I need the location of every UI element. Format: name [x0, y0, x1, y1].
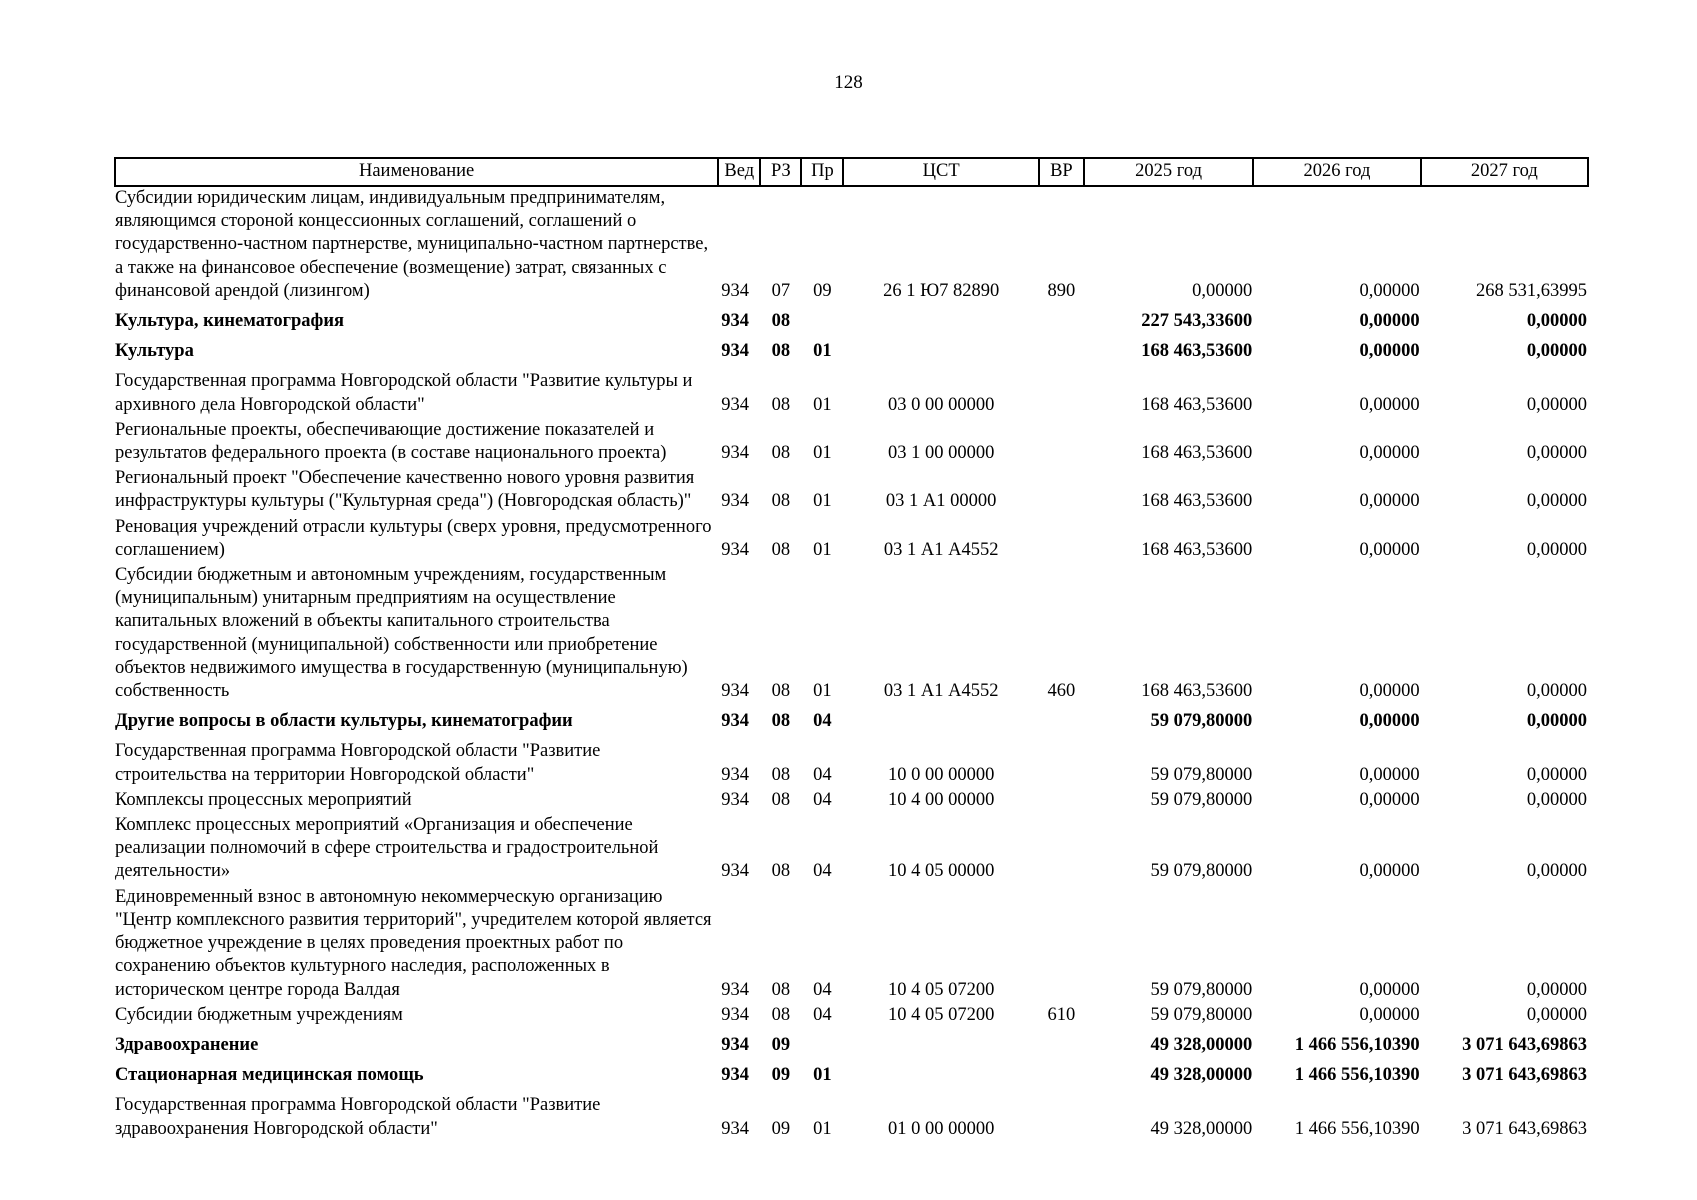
- header-ved: Вед: [718, 158, 760, 186]
- row-vr: [1039, 516, 1084, 564]
- row-value-2026: 0,00000: [1359, 443, 1420, 464]
- row-vr: [1039, 365, 1084, 418]
- row-name: Комплекс процессных мероприятий «Организация и обеспечение реализации полномочий в сфере строительства и градостроительной деятельности»: [115, 815, 659, 882]
- row-value-2025: 49 328,00000: [1150, 1118, 1253, 1139]
- row-name: Другие вопросы в области культуры, кинематографии: [115, 711, 573, 732]
- row-value-2027: 0,00000: [1526, 311, 1587, 332]
- header-row: [115, 158, 1588, 186]
- table-row: [115, 1089, 1588, 1142]
- row-cst: 10 4 05 07200: [887, 979, 995, 1000]
- row-vr: [1039, 789, 1084, 814]
- row-ved: 934: [721, 341, 749, 362]
- row-name: Субсидии юридическим лицам, индивидуальным предпринимателям, являющимся стороной концессионных соглашений, соглашений о государственно-частном партнерстве, муниципально-частном партнерстве, а также на финансовое обеспечение (возмещение) затрат, связанных с финансовой арендой (лизингом): [115, 188, 709, 301]
- row-name: Государственная программа Новгородской области "Развитие культуры и архивного дела Новгородской области": [115, 371, 693, 415]
- row-value-2026: 0,00000: [1359, 1004, 1420, 1025]
- row-ved: 934: [721, 443, 749, 464]
- row-pr: 04: [813, 764, 832, 785]
- row-rz: 08: [771, 789, 791, 810]
- row-rz: 08: [771, 443, 791, 464]
- row-pr: 09: [813, 280, 832, 301]
- row-pr: [801, 1029, 843, 1059]
- row-cst: 03 1 А1 А4552: [883, 681, 999, 702]
- row-value-2025: 0,00000: [1192, 280, 1253, 301]
- row-cst: 03 1 А1 А4552: [883, 539, 999, 560]
- table-row: [115, 1004, 1588, 1029]
- row-cst: [843, 1059, 1038, 1089]
- row-cst: 26 1 Ю7 82890: [883, 280, 1000, 301]
- row-value-2026: 0,00000: [1359, 394, 1420, 415]
- row-pr: 01: [813, 1118, 832, 1139]
- row-value-2026: 0,00000: [1359, 491, 1420, 512]
- row-vr: [1039, 1029, 1084, 1059]
- row-ved: 934: [721, 311, 749, 332]
- row-value-2027: 0,00000: [1526, 979, 1587, 1000]
- row-rz: 08: [771, 979, 791, 1000]
- row-vr: [1039, 735, 1084, 788]
- row-vr: [1039, 814, 1084, 886]
- row-value-2026: 0,00000: [1359, 789, 1420, 810]
- header-cst: ЦСТ: [843, 158, 1038, 186]
- row-vr: [1039, 467, 1084, 515]
- row-value-2027: 0,00000: [1526, 711, 1587, 732]
- row-ved: 934: [721, 1034, 749, 1055]
- header-pr: Пр: [801, 158, 843, 186]
- row-vr: [1039, 886, 1084, 1004]
- row-name: Государственная программа Новгородской области "Развитие строительства на территории Новгородской области": [115, 741, 601, 785]
- row-rz: 08: [771, 311, 791, 332]
- row-rz: 09: [771, 1118, 791, 1139]
- row-value-2027: 3 071 643,69863: [1462, 1065, 1587, 1086]
- row-value-2027: 3 071 643,69863: [1462, 1034, 1587, 1055]
- row-value-2025: 59 079,80000: [1150, 764, 1253, 785]
- row-ved: 934: [721, 539, 749, 560]
- row-vr: 610: [1047, 1004, 1076, 1025]
- row-rz: 08: [771, 341, 791, 362]
- row-value-2027: 3 071 643,69863: [1462, 1118, 1587, 1139]
- row-value-2026: 0,00000: [1359, 311, 1420, 332]
- header-rz: РЗ: [760, 158, 801, 186]
- row-value-2027: 0,00000: [1526, 341, 1587, 362]
- row-cst: 03 1 00 00000: [887, 443, 995, 464]
- row-rz: 08: [771, 711, 791, 732]
- row-vr: [1039, 419, 1084, 467]
- row-name: Региональные проекты, обеспечивающие достижение показателей и результатов федерального проекта (в составе национального проекта): [115, 419, 667, 464]
- row-value-2025: 49 328,00000: [1150, 1065, 1253, 1086]
- header-2026: 2026 год: [1253, 158, 1420, 186]
- row-rz: 09: [771, 1065, 791, 1086]
- row-value-2025: 168 463,53600: [1141, 539, 1253, 560]
- row-pr: 04: [813, 1004, 832, 1025]
- row-value-2025: 59 079,80000: [1150, 711, 1253, 732]
- row-name: Субсидии бюджетным и автономным учреждениям, государственным (муниципальным) унитарным предприятиям на осуществление капитальных вложений в объекты капитального строительства государственной (муниципальной) собственности или приобретение объектов недвижимого имущества в государственную (муниципальную) собственность: [115, 565, 688, 702]
- row-value-2027: 0,00000: [1526, 1004, 1587, 1025]
- row-value-2026: 0,00000: [1359, 764, 1420, 785]
- table-row: [115, 1029, 1588, 1059]
- row-value-2027: 0,00000: [1526, 681, 1587, 702]
- row-name: Культура, кинематография: [115, 311, 345, 332]
- row-value-2027: 0,00000: [1526, 491, 1587, 512]
- row-value-2026: 0,00000: [1359, 280, 1420, 301]
- row-value-2025: 168 463,53600: [1141, 394, 1253, 415]
- row-value-2027: 0,00000: [1526, 539, 1587, 560]
- table-row: [115, 516, 1588, 564]
- row-ved: 934: [721, 681, 749, 702]
- row-ved: 934: [721, 1065, 749, 1086]
- row-value-2025: 49 328,00000: [1150, 1034, 1253, 1055]
- table-row: [115, 186, 1588, 305]
- row-pr: 04: [813, 861, 832, 882]
- row-ved: 934: [721, 979, 749, 1000]
- row-ved: 934: [721, 711, 749, 732]
- row-ved: 934: [721, 394, 749, 415]
- row-rz: 08: [771, 764, 791, 785]
- row-value-2026: 1 466 556,10390: [1294, 1065, 1420, 1086]
- page-number: 128: [834, 72, 863, 93]
- row-cst: [843, 705, 1038, 735]
- row-value-2025: 59 079,80000: [1150, 979, 1253, 1000]
- table-row: [115, 419, 1588, 467]
- row-cst: 01 0 00 00000: [887, 1118, 995, 1139]
- row-pr: 01: [813, 539, 832, 560]
- row-cst: 10 4 00 00000: [887, 789, 995, 810]
- table-row: [115, 335, 1588, 365]
- row-pr: 04: [813, 789, 832, 810]
- row-vr: [1039, 335, 1084, 365]
- row-pr: 01: [813, 1065, 832, 1086]
- row-ved: 934: [721, 280, 749, 301]
- row-value-2025: 168 463,53600: [1141, 681, 1253, 702]
- row-cst: 03 1 А1 00000: [885, 491, 997, 512]
- row-name: Реновация учреждений отрасли культуры (сверх уровня, предусмотренного соглашением): [115, 516, 712, 560]
- row-rz: 08: [771, 681, 791, 702]
- header-2025: 2025 год: [1084, 158, 1253, 186]
- row-cst: 10 4 05 00000: [887, 861, 995, 882]
- row-value-2026: 0,00000: [1359, 979, 1420, 1000]
- row-pr: 01: [813, 681, 832, 702]
- row-name: Стационарная медицинская помощь: [115, 1065, 424, 1086]
- row-value-2026: 0,00000: [1359, 711, 1420, 732]
- row-pr: 01: [813, 443, 832, 464]
- row-pr: 01: [813, 394, 832, 415]
- row-value-2027: 0,00000: [1526, 443, 1587, 464]
- row-value-2027: 268 531,63995: [1476, 280, 1587, 301]
- row-value-2027: 0,00000: [1526, 764, 1587, 785]
- header-2027: 2027 год: [1421, 158, 1588, 186]
- header-name: Наименование: [115, 158, 718, 186]
- row-value-2026: 0,00000: [1359, 861, 1420, 882]
- row-value-2026: 1 466 556,10390: [1294, 1118, 1420, 1139]
- row-pr: 01: [813, 341, 832, 362]
- row-name: Единовременный взнос в автономную некоммерческую организацию "Центр комплексного развития территорий", учредителем которой является бюджетное учреждение в целях проведения проектных работ по сохранению объектов культурного наследия, расположенных в историческом центре города Валдая: [115, 886, 712, 1000]
- table-row: [115, 789, 1588, 814]
- row-rz: 09: [771, 1034, 791, 1055]
- row-value-2026: 1 466 556,10390: [1294, 1034, 1420, 1055]
- row-rz: 08: [771, 394, 791, 415]
- row-value-2025: 168 463,53600: [1141, 341, 1253, 362]
- row-cst: [843, 305, 1038, 335]
- header-vr: ВР: [1039, 158, 1084, 186]
- row-vr: [1039, 1089, 1084, 1142]
- row-ved: 934: [721, 491, 749, 512]
- row-value-2025: 59 079,80000: [1150, 789, 1253, 810]
- row-ved: 934: [721, 1004, 749, 1025]
- row-vr: 460: [1047, 681, 1076, 702]
- table-row: [115, 705, 1588, 735]
- row-name: Комплексы процессных мероприятий: [115, 789, 412, 810]
- row-ved: 934: [721, 764, 749, 785]
- row-cst: [843, 335, 1038, 365]
- table-row: [115, 1059, 1588, 1089]
- table-row: [115, 305, 1588, 335]
- row-name: Культура: [115, 341, 194, 362]
- table-body: [115, 186, 1588, 1143]
- table-row: [115, 564, 1588, 705]
- row-value-2027: 0,00000: [1526, 394, 1587, 415]
- row-vr: 890: [1047, 280, 1076, 301]
- table-row: [115, 814, 1588, 886]
- row-value-2026: 0,00000: [1359, 539, 1420, 560]
- budget-table: [114, 157, 1589, 1143]
- row-value-2025: 59 079,80000: [1150, 861, 1253, 882]
- row-rz: 08: [771, 1004, 791, 1025]
- row-rz: 08: [771, 861, 791, 882]
- row-value-2027: 0,00000: [1526, 861, 1587, 882]
- row-pr: 01: [813, 491, 832, 512]
- row-name: Субсидии бюджетным учреждениям: [115, 1004, 403, 1025]
- row-vr: [1039, 1059, 1084, 1089]
- row-pr: 04: [813, 711, 832, 732]
- row-rz: 08: [771, 539, 791, 560]
- row-rz: 07: [771, 280, 791, 301]
- row-ved: 934: [721, 861, 749, 882]
- row-value-2025: 59 079,80000: [1150, 1004, 1253, 1025]
- table-row: [115, 467, 1588, 515]
- row-value-2025: 227 543,33600: [1141, 311, 1253, 332]
- table-row: [115, 365, 1588, 418]
- row-ved: 934: [721, 789, 749, 810]
- table-row: [115, 886, 1588, 1004]
- row-value-2026: 0,00000: [1359, 341, 1420, 362]
- row-vr: [1039, 305, 1084, 335]
- row-cst: 03 0 00 00000: [887, 394, 995, 415]
- row-pr: 04: [813, 979, 832, 1000]
- row-cst: 10 0 00 00000: [887, 764, 995, 785]
- row-value-2025: 168 463,53600: [1141, 491, 1253, 512]
- row-ved: 934: [721, 1118, 749, 1139]
- row-name: Государственная программа Новгородской области "Развитие здравоохранения Новгородской области": [115, 1095, 601, 1139]
- table-header: [115, 158, 1588, 186]
- row-name: Региональный проект "Обеспечение качественно нового уровня развития инфраструктуры культуры ("Культурная среда") (Новгородская область)": [115, 468, 695, 512]
- row-value-2025: 168 463,53600: [1141, 443, 1253, 464]
- row-vr: [1039, 705, 1084, 735]
- table-row: [115, 735, 1588, 788]
- row-value-2026: 0,00000: [1359, 681, 1420, 702]
- row-cst: 10 4 05 07200: [887, 1004, 995, 1025]
- row-name: Здравоохранение: [115, 1034, 259, 1055]
- row-pr: [801, 305, 843, 335]
- row-cst: [843, 1029, 1038, 1059]
- row-rz: 08: [771, 491, 791, 512]
- row-value-2027: 0,00000: [1526, 789, 1587, 810]
